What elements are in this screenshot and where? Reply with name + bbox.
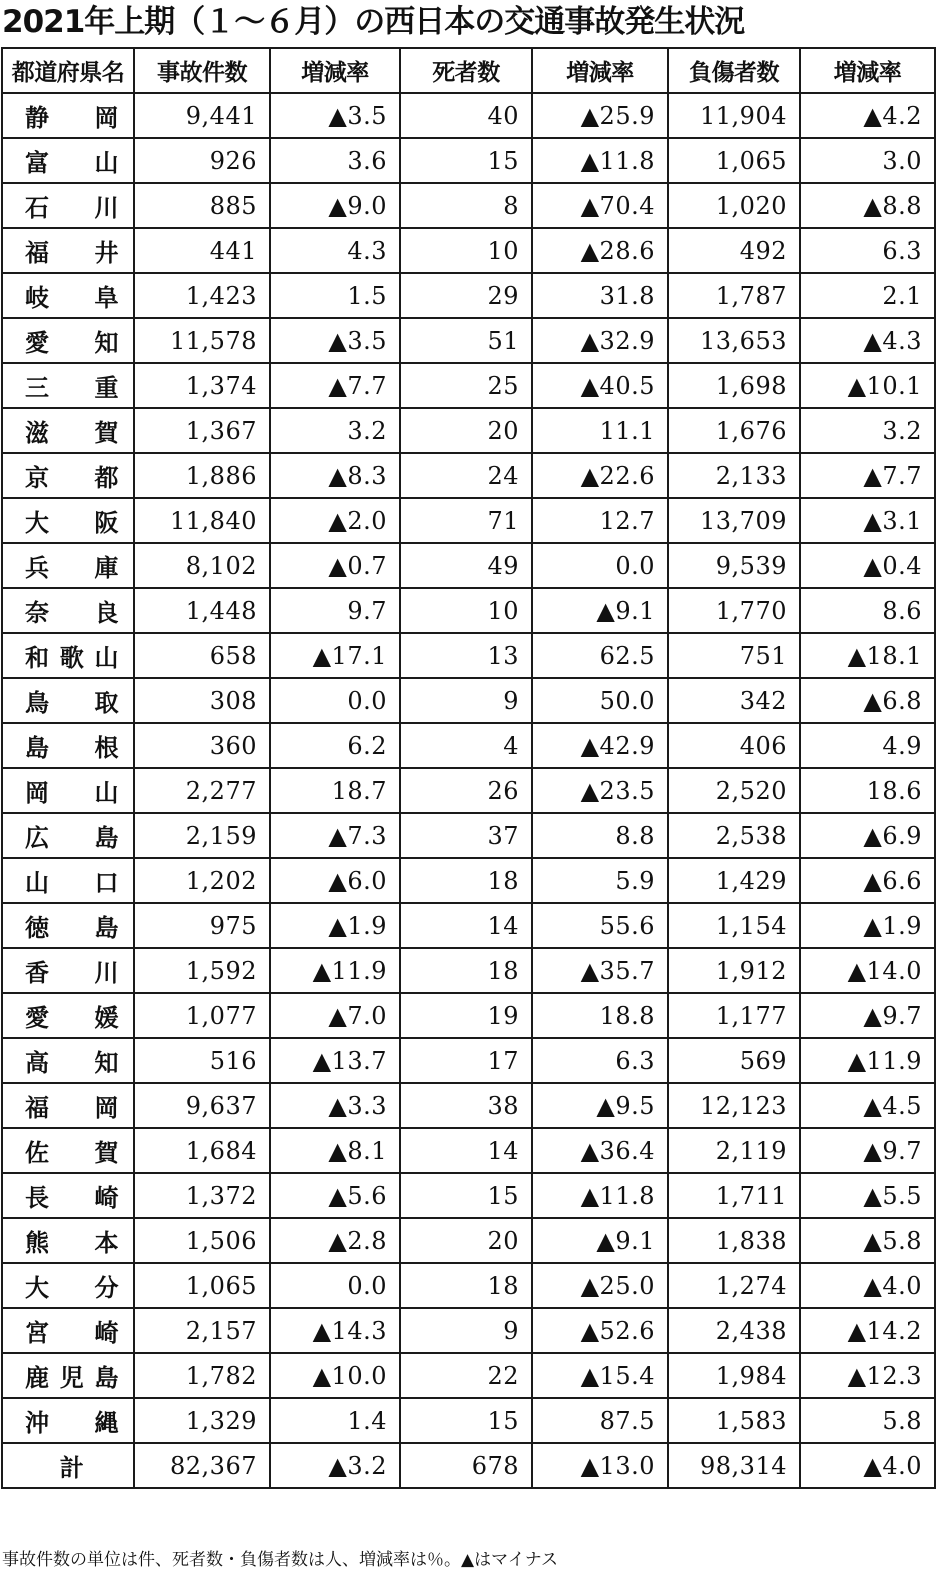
accidents-change-cell: 1.4 (270, 1398, 400, 1443)
accidents-cell: 308 (134, 678, 270, 723)
table-row (2, 1173, 935, 1218)
prefecture-cell: 大 阪 (2, 498, 134, 543)
injuries-cell: 1,711 (668, 1173, 800, 1218)
injuries-cell: 1,429 (668, 858, 800, 903)
injuries-cell: 1,583 (668, 1398, 800, 1443)
accidents-cell: 1,886 (134, 453, 270, 498)
accidents-cell: 975 (134, 903, 270, 948)
prefecture-cell: 高 知 (2, 1038, 134, 1083)
injuries-cell: 98,314 (668, 1443, 800, 1488)
deaths-change-cell: 12.7 (532, 498, 668, 543)
deaths-change-cell: ▲36.4 (532, 1128, 668, 1173)
deaths-change-cell: ▲15.4 (532, 1353, 668, 1398)
prefecture-cell: 滋 賀 (2, 408, 134, 453)
deaths-cell: 678 (400, 1443, 532, 1488)
header-prefecture: 都道府県名 (2, 48, 134, 93)
deaths-change-cell: ▲9.1 (532, 588, 668, 633)
deaths-change-cell: ▲11.8 (532, 138, 668, 183)
injuries-change-cell: ▲4.0 (800, 1263, 935, 1308)
accidents-cell: 82,367 (134, 1443, 270, 1488)
injuries-cell: 751 (668, 633, 800, 678)
deaths-cell: 24 (400, 453, 532, 498)
deaths-change-cell: 11.1 (532, 408, 668, 453)
accidents-change-cell: 6.2 (270, 723, 400, 768)
prefecture-cell: 宮 崎 (2, 1308, 134, 1353)
injuries-change-cell: ▲6.9 (800, 813, 935, 858)
prefecture-cell: 広 島 (2, 813, 134, 858)
injuries-cell: 2,119 (668, 1128, 800, 1173)
deaths-cell: 20 (400, 1218, 532, 1263)
accidents-cell: 1,329 (134, 1398, 270, 1443)
injuries-change-cell: ▲5.5 (800, 1173, 935, 1218)
deaths-change-cell: 62.5 (532, 633, 668, 678)
injuries-cell: 342 (668, 678, 800, 723)
accidents-change-cell: ▲3.5 (270, 318, 400, 363)
injuries-change-cell: 18.6 (800, 768, 935, 813)
accidents-change-cell: ▲7.7 (270, 363, 400, 408)
accidents-cell: 516 (134, 1038, 270, 1083)
prefecture-cell: 沖 縄 (2, 1398, 134, 1443)
accidents-cell: 2,159 (134, 813, 270, 858)
header-injuries: 負傷者数 (668, 48, 800, 93)
prefecture-cell: 大 分 (2, 1263, 134, 1308)
injuries-cell: 1,787 (668, 273, 800, 318)
table-row (2, 93, 935, 138)
accidents-change-cell: ▲11.9 (270, 948, 400, 993)
accidents-change-cell: 4.3 (270, 228, 400, 273)
accidents-cell: 1,374 (134, 363, 270, 408)
deaths-change-cell: 6.3 (532, 1038, 668, 1083)
injuries-cell: 1,770 (668, 588, 800, 633)
table-row (2, 1038, 935, 1083)
deaths-change-cell: ▲52.6 (532, 1308, 668, 1353)
accidents-cell: 1,367 (134, 408, 270, 453)
prefecture-cell: 鹿児島 (2, 1353, 134, 1398)
prefecture-cell: 岡 山 (2, 768, 134, 813)
injuries-cell: 1,154 (668, 903, 800, 948)
injuries-change-cell: 2.1 (800, 273, 935, 318)
prefecture-cell: 愛 媛 (2, 993, 134, 1038)
table-row (2, 1308, 935, 1353)
table-row (2, 228, 935, 273)
accidents-change-cell: ▲7.0 (270, 993, 400, 1038)
accidents-cell: 1,782 (134, 1353, 270, 1398)
table-row (2, 408, 935, 453)
injuries-change-cell: ▲4.3 (800, 318, 935, 363)
accidents-change-cell: 0.0 (270, 678, 400, 723)
accidents-cell: 1,448 (134, 588, 270, 633)
page-title: 2021年上期（１〜６月）の西日本の交通事故発生状況 (2, 4, 745, 40)
deaths-change-cell: ▲9.1 (532, 1218, 668, 1263)
accidents-change-cell: ▲2.8 (270, 1218, 400, 1263)
table-row (2, 633, 935, 678)
prefecture-cell: 熊 本 (2, 1218, 134, 1263)
accidents-cell: 11,840 (134, 498, 270, 543)
accidents-cell: 1,065 (134, 1263, 270, 1308)
accidents-cell: 1,372 (134, 1173, 270, 1218)
deaths-cell: 29 (400, 273, 532, 318)
deaths-cell: 15 (400, 1398, 532, 1443)
deaths-change-cell: ▲28.6 (532, 228, 668, 273)
injuries-cell: 1,274 (668, 1263, 800, 1308)
accidents-change-cell: ▲9.0 (270, 183, 400, 228)
accidents-change-cell: ▲14.3 (270, 1308, 400, 1353)
table-row (2, 543, 935, 588)
deaths-change-cell: 0.0 (532, 543, 668, 588)
accidents-cell: 926 (134, 138, 270, 183)
injuries-change-cell: ▲4.2 (800, 93, 935, 138)
injuries-change-cell: 5.8 (800, 1398, 935, 1443)
accidents-cell: 9,637 (134, 1083, 270, 1128)
table-row (2, 138, 935, 183)
accidents-change-cell: ▲7.3 (270, 813, 400, 858)
table-row (2, 498, 935, 543)
table-row (2, 588, 935, 633)
accidents-change-cell: ▲10.0 (270, 1353, 400, 1398)
injuries-cell: 2,133 (668, 453, 800, 498)
prefecture-cell: 兵 庫 (2, 543, 134, 588)
accidents-change-cell: ▲3.3 (270, 1083, 400, 1128)
prefecture-cell: 石 川 (2, 183, 134, 228)
injuries-change-cell: 6.3 (800, 228, 935, 273)
deaths-cell: 26 (400, 768, 532, 813)
footnote: 事故件数の単位は件、死者数・負傷者数は人、増減率は％。▲はマイナス (2, 1550, 559, 1570)
injuries-cell: 13,653 (668, 318, 800, 363)
deaths-cell: 25 (400, 363, 532, 408)
table-row (2, 948, 935, 993)
deaths-change-cell: 50.0 (532, 678, 668, 723)
deaths-change-cell: ▲9.5 (532, 1083, 668, 1128)
accident-stats-table (1, 47, 936, 1489)
table-row (2, 768, 935, 813)
deaths-change-cell: ▲42.9 (532, 723, 668, 768)
accidents-change-cell: 3.6 (270, 138, 400, 183)
table-row (2, 1398, 935, 1443)
injuries-change-cell: ▲14.2 (800, 1308, 935, 1353)
deaths-cell: 49 (400, 543, 532, 588)
table-row (2, 723, 935, 768)
injuries-change-cell: ▲5.8 (800, 1218, 935, 1263)
deaths-cell: 18 (400, 858, 532, 903)
accidents-cell: 441 (134, 228, 270, 273)
accidents-change-cell: 9.7 (270, 588, 400, 633)
deaths-cell: 22 (400, 1353, 532, 1398)
deaths-cell: 9 (400, 1308, 532, 1353)
accidents-cell: 8,102 (134, 543, 270, 588)
injuries-cell: 1,065 (668, 138, 800, 183)
injuries-change-cell: ▲14.0 (800, 948, 935, 993)
injuries-cell: 13,709 (668, 498, 800, 543)
prefecture-cell: 鳥 取 (2, 678, 134, 723)
deaths-change-cell: ▲25.9 (532, 93, 668, 138)
injuries-change-cell: ▲9.7 (800, 993, 935, 1038)
header-row (2, 48, 935, 93)
deaths-change-cell: ▲35.7 (532, 948, 668, 993)
table-row (2, 813, 935, 858)
prefecture-cell: 奈 良 (2, 588, 134, 633)
prefecture-cell: 佐 賀 (2, 1128, 134, 1173)
deaths-cell: 37 (400, 813, 532, 858)
accidents-cell: 360 (134, 723, 270, 768)
accidents-change-cell: ▲3.2 (270, 1443, 400, 1488)
deaths-cell: 13 (400, 633, 532, 678)
accidents-change-cell: 1.5 (270, 273, 400, 318)
accidents-cell: 1,506 (134, 1218, 270, 1263)
injuries-change-cell: 3.0 (800, 138, 935, 183)
accidents-change-cell: ▲1.9 (270, 903, 400, 948)
injuries-cell: 1,912 (668, 948, 800, 993)
header-deaths-change: 増減率 (532, 48, 668, 93)
deaths-cell: 18 (400, 948, 532, 993)
injuries-cell: 12,123 (668, 1083, 800, 1128)
injuries-cell: 2,520 (668, 768, 800, 813)
prefecture-cell: 計 (2, 1443, 134, 1488)
deaths-change-cell: ▲13.0 (532, 1443, 668, 1488)
injuries-cell: 1,676 (668, 408, 800, 453)
accidents-cell: 658 (134, 633, 270, 678)
deaths-cell: 10 (400, 228, 532, 273)
accidents-cell: 1,684 (134, 1128, 270, 1173)
injuries-cell: 11,904 (668, 93, 800, 138)
table-row (2, 453, 935, 498)
prefecture-cell: 長 崎 (2, 1173, 134, 1218)
deaths-cell: 15 (400, 138, 532, 183)
accidents-change-cell: ▲0.7 (270, 543, 400, 588)
deaths-cell: 19 (400, 993, 532, 1038)
prefecture-cell: 岐 阜 (2, 273, 134, 318)
table-row (2, 678, 935, 723)
accidents-change-cell: 18.7 (270, 768, 400, 813)
prefecture-cell: 静 岡 (2, 93, 134, 138)
deaths-cell: 71 (400, 498, 532, 543)
table-row (2, 318, 935, 363)
deaths-cell: 40 (400, 93, 532, 138)
injuries-change-cell: ▲0.4 (800, 543, 935, 588)
injuries-change-cell: 3.2 (800, 408, 935, 453)
injuries-cell: 492 (668, 228, 800, 273)
accidents-cell: 11,578 (134, 318, 270, 363)
table-body (2, 93, 935, 1488)
accidents-change-cell: ▲8.3 (270, 453, 400, 498)
accidents-cell: 1,077 (134, 993, 270, 1038)
deaths-cell: 38 (400, 1083, 532, 1128)
prefecture-cell: 山 口 (2, 858, 134, 903)
accidents-change-cell: ▲5.6 (270, 1173, 400, 1218)
prefecture-cell: 香 川 (2, 948, 134, 993)
injuries-change-cell: ▲1.9 (800, 903, 935, 948)
table-row (2, 1128, 935, 1173)
prefecture-cell: 愛 知 (2, 318, 134, 363)
injuries-change-cell: ▲10.1 (800, 363, 935, 408)
deaths-change-cell: ▲40.5 (532, 363, 668, 408)
deaths-change-cell: 87.5 (532, 1398, 668, 1443)
injuries-change-cell: ▲6.6 (800, 858, 935, 903)
deaths-cell: 10 (400, 588, 532, 633)
prefecture-cell: 富 山 (2, 138, 134, 183)
table-row (2, 363, 935, 408)
injuries-cell: 1,698 (668, 363, 800, 408)
injuries-change-cell: ▲4.5 (800, 1083, 935, 1128)
deaths-change-cell: 55.6 (532, 903, 668, 948)
injuries-change-cell: ▲18.1 (800, 633, 935, 678)
injuries-change-cell: 4.9 (800, 723, 935, 768)
table-row (2, 903, 935, 948)
injuries-cell: 1,838 (668, 1218, 800, 1263)
table-row (2, 1263, 935, 1308)
injuries-change-cell: ▲4.0 (800, 1443, 935, 1488)
accidents-change-cell: 0.0 (270, 1263, 400, 1308)
deaths-cell: 15 (400, 1173, 532, 1218)
header-injuries-change: 増減率 (800, 48, 935, 93)
accidents-cell: 1,592 (134, 948, 270, 993)
table-row (2, 273, 935, 318)
accidents-cell: 2,277 (134, 768, 270, 813)
deaths-change-cell: 18.8 (532, 993, 668, 1038)
injuries-change-cell: ▲7.7 (800, 453, 935, 498)
table-row (2, 1218, 935, 1263)
deaths-cell: 17 (400, 1038, 532, 1083)
injuries-change-cell: ▲11.9 (800, 1038, 935, 1083)
prefecture-cell: 和歌山 (2, 633, 134, 678)
deaths-cell: 20 (400, 408, 532, 453)
header-accidents: 事故件数 (134, 48, 270, 93)
header-accidents-change: 増減率 (270, 48, 400, 93)
accidents-cell: 1,423 (134, 273, 270, 318)
deaths-change-cell: ▲25.0 (532, 1263, 668, 1308)
accidents-change-cell: ▲17.1 (270, 633, 400, 678)
injuries-cell: 406 (668, 723, 800, 768)
injuries-change-cell: ▲8.8 (800, 183, 935, 228)
injuries-cell: 1,020 (668, 183, 800, 228)
table-row (2, 183, 935, 228)
deaths-change-cell: ▲32.9 (532, 318, 668, 363)
table-row (2, 858, 935, 903)
header-deaths: 死者数 (400, 48, 532, 93)
table-row (2, 993, 935, 1038)
injuries-cell: 2,438 (668, 1308, 800, 1353)
deaths-change-cell: ▲11.8 (532, 1173, 668, 1218)
prefecture-cell: 三 重 (2, 363, 134, 408)
accidents-cell: 1,202 (134, 858, 270, 903)
prefecture-cell: 福 井 (2, 228, 134, 273)
injuries-cell: 2,538 (668, 813, 800, 858)
deaths-change-cell: 8.8 (532, 813, 668, 858)
accidents-change-cell: 3.2 (270, 408, 400, 453)
accidents-cell: 9,441 (134, 93, 270, 138)
accidents-change-cell: ▲2.0 (270, 498, 400, 543)
table-row (2, 1083, 935, 1128)
injuries-change-cell: ▲6.8 (800, 678, 935, 723)
accidents-change-cell: ▲6.0 (270, 858, 400, 903)
deaths-change-cell: 31.8 (532, 273, 668, 318)
deaths-cell: 18 (400, 1263, 532, 1308)
injuries-change-cell: ▲12.3 (800, 1353, 935, 1398)
prefecture-cell: 京 都 (2, 453, 134, 498)
accidents-change-cell: ▲13.7 (270, 1038, 400, 1083)
deaths-change-cell: ▲70.4 (532, 183, 668, 228)
injuries-change-cell: ▲9.7 (800, 1128, 935, 1173)
injuries-change-cell: ▲3.1 (800, 498, 935, 543)
total-row (2, 1443, 935, 1488)
deaths-cell: 4 (400, 723, 532, 768)
deaths-change-cell: 5.9 (532, 858, 668, 903)
deaths-change-cell: ▲23.5 (532, 768, 668, 813)
prefecture-cell: 島 根 (2, 723, 134, 768)
prefecture-cell: 徳 島 (2, 903, 134, 948)
deaths-change-cell: ▲22.6 (532, 453, 668, 498)
accidents-cell: 885 (134, 183, 270, 228)
table-row (2, 1353, 935, 1398)
injuries-cell: 9,539 (668, 543, 800, 588)
accidents-cell: 2,157 (134, 1308, 270, 1353)
accidents-change-cell: ▲8.1 (270, 1128, 400, 1173)
deaths-cell: 14 (400, 903, 532, 948)
injuries-cell: 569 (668, 1038, 800, 1083)
injuries-cell: 1,984 (668, 1353, 800, 1398)
deaths-cell: 51 (400, 318, 532, 363)
injuries-cell: 1,177 (668, 993, 800, 1038)
deaths-cell: 14 (400, 1128, 532, 1173)
deaths-cell: 8 (400, 183, 532, 228)
accidents-change-cell: ▲3.5 (270, 93, 400, 138)
injuries-change-cell: 8.6 (800, 588, 935, 633)
deaths-cell: 9 (400, 678, 532, 723)
prefecture-cell: 福 岡 (2, 1083, 134, 1128)
